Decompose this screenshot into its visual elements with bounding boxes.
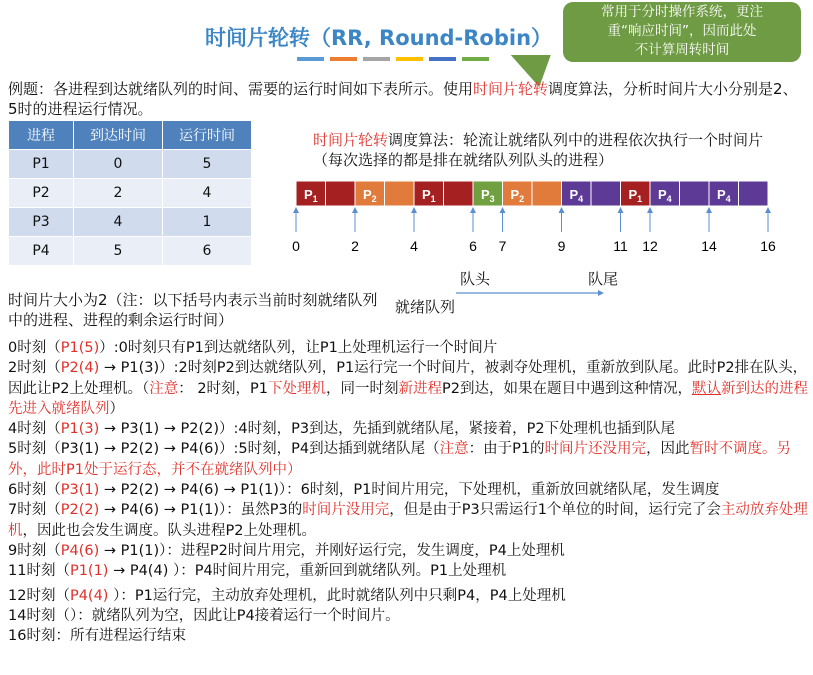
table-cell: 4 — [74, 208, 163, 237]
ready-queue-label: 就绪队列 — [395, 298, 456, 316]
callout-line: 不计算周转时间 — [634, 42, 730, 58]
segment-label: $P_1$ — [304, 187, 318, 204]
text: ）：P1运行完，主动放弃处理机，此时就绪队列中只剩P4，P4上处理机 — [108, 587, 566, 604]
table-cell: P2 — [9, 179, 74, 208]
highlight-text: ，并不在就绪队列中） — [156, 461, 302, 478]
highlight-text: P2(4) — [60, 360, 100, 377]
text: 6时刻（ — [8, 482, 61, 499]
text: P2到达，如果在题目中遇到这种情况， — [442, 380, 692, 397]
callout-line: 常用于分时操作系统，更注 — [601, 4, 763, 20]
table-cell: 6 — [163, 237, 252, 266]
timeline-explanation — [8, 338, 808, 646]
text: 5时刻（P3(1) → P2(2) → P4(6)）:5时刻，P4到达插到就绪队尾（ — [8, 441, 440, 458]
table-cell: 5 — [163, 150, 252, 179]
tick-label: 7 — [498, 238, 507, 254]
segment-label: $P_1$ — [628, 187, 643, 204]
text: ，同一时刻 — [326, 380, 399, 397]
table-cell: 2 — [74, 179, 163, 208]
timeline-line — [8, 586, 808, 606]
text: → P2(2) → P4(6) → P1(1)）：6时刻，P1时间片用完，下处理机，重新放回就绪队尾，发生调度 — [99, 482, 720, 499]
tick-arrowhead — [559, 207, 565, 213]
timeline-line — [8, 358, 808, 419]
highlight-text: P3(1) — [60, 482, 100, 499]
tick-arrowhead — [411, 207, 417, 213]
text: ） — [109, 400, 124, 417]
timeline-line — [8, 626, 808, 646]
tick-arrowhead — [647, 207, 653, 213]
tick-label: 9 — [557, 238, 566, 254]
callout-line: 重“响应时间”，因而此处 — [607, 23, 757, 39]
highlight-text: P1(1) — [69, 563, 109, 580]
table-cell: 4 — [163, 179, 252, 208]
tick-label: 12 — [642, 238, 658, 254]
tick-label: 4 — [410, 238, 418, 254]
timeline-line — [8, 419, 808, 439]
tick-arrowhead — [293, 207, 299, 213]
text: ，但是由于P3只需运行1个单位的时间，运行完了会 — [389, 502, 721, 519]
tick-label: 2 — [351, 238, 359, 254]
time-slice-note: 时间片大小为2（注：以下括号内表示当前时刻就绪队列中的进程、进程的剩余运行时间） — [8, 291, 378, 329]
text: 2时刻（ — [8, 360, 61, 377]
gantt-segment — [444, 181, 474, 206]
highlight-text: P2(2) — [60, 502, 100, 519]
gantt-segment — [739, 181, 769, 206]
timeline-line — [8, 439, 808, 480]
gantt-segment — [532, 181, 562, 206]
col-header: 运行时间 — [163, 121, 252, 150]
timeline-line — [8, 480, 808, 500]
table-cell: P1 — [9, 150, 74, 179]
tick-arrowhead — [470, 207, 476, 213]
highlight-text: P1处于运行态 — [66, 461, 157, 478]
queue-tail-label: 队尾 — [588, 270, 619, 288]
col-header: 进程 — [9, 121, 74, 150]
col-header: 到达时间 — [74, 121, 163, 150]
gantt-segment — [326, 181, 356, 206]
highlight-text: 下处理机 — [268, 380, 327, 397]
text: 9时刻（ — [8, 542, 61, 559]
text: ）:0时刻只有P1到达就绪队列，让P1上处理机运行一个时间片 — [99, 340, 498, 356]
highlight-text: 默认 — [692, 380, 721, 397]
text: 4时刻（ — [8, 421, 61, 438]
text: ，因此也会发生调度。队头进程P2上处理机。 — [22, 522, 316, 539]
page-title: 时间片轮转（RR, Round-Robin） — [205, 26, 553, 50]
tick-arrowhead — [765, 207, 771, 213]
tick-label: 11 — [613, 238, 628, 254]
text: → P4(6) → P1(1)）：虽然P3的 — [99, 502, 303, 519]
text: 16时刻：所有进程运行结束 — [8, 628, 186, 645]
tick-arrowhead — [706, 207, 712, 213]
segment-label: $P_4$ — [569, 187, 584, 204]
queue-head-label: 队头 — [460, 270, 491, 288]
highlight-text: P1(5) — [60, 340, 100, 356]
highlight-text: 时间片还没用完 — [544, 441, 647, 458]
intro-text: 调度算法，分析时间片大小分别是2、5时的进程运行情况。 — [8, 80, 798, 118]
text: ，因此 — [646, 441, 690, 458]
highlight-text: P1(3) — [60, 421, 100, 438]
tick-label: 16 — [760, 238, 776, 254]
table-cell: 5 — [74, 237, 163, 266]
text: 12时刻（ — [8, 587, 70, 604]
text: → P3(1) → P2(2)）:4时刻，P3到达，先插到就绪队尾，紧接着，P2下处理机也插到队尾 — [99, 421, 676, 438]
text: → P1(1)）：进程P2时间片用完，并刚好运行完，发生调度，P4上处理机 — [99, 542, 565, 559]
highlight-text: 注意 — [439, 441, 469, 458]
text: 14时刻（）：就绪队列为空，因此让P4接着运行一个时间片。 — [8, 607, 400, 624]
gantt-segment — [385, 181, 415, 206]
text: ： 2时刻，P1 — [178, 380, 269, 397]
tick-label: 6 — [469, 238, 477, 254]
segment-label: $P_3$ — [481, 187, 495, 204]
rr-text: 调度算法：轮流让就绪队列中的进程依次执行一个时间片（每次选择的都是排在就绪队列队头的进程） — [313, 131, 764, 169]
text: 7时刻（ — [8, 502, 61, 519]
tick-arrowhead — [352, 207, 358, 213]
text: ：由于P1的 — [468, 441, 545, 458]
table-cell: 1 — [163, 208, 252, 237]
timeline-line — [8, 561, 808, 581]
timeline-line — [8, 500, 808, 541]
text: 0时刻（ — [8, 340, 61, 356]
segment-label: $P_4$ — [717, 187, 731, 204]
highlight-text: 注意 — [149, 380, 179, 397]
tick-arrowhead — [500, 207, 506, 213]
highlight-text: P4(4) — [69, 587, 109, 604]
intro-text: 例题：各进程到达就绪队列的时间、需要的运行时间如下表所示。使用 — [8, 80, 474, 98]
queue-arrow-icon — [456, 290, 606, 296]
table-cell: P3 — [9, 208, 74, 237]
text: → P1(3)）:2时刻P2到达就绪队列，P1运行完一个时间片，被剥夺处理机，重新放到队尾。此时P2排在队头，因此让P2上处理机。（ — [8, 360, 808, 397]
highlight-text: 新到达的进程先进入就绪队列 — [8, 380, 808, 417]
segment-label: $P_1$ — [422, 187, 436, 204]
tick-arrowhead — [618, 207, 624, 213]
highlight-text: 主动放弃处理机 — [8, 502, 808, 539]
text: → P4(4) ）：P4时间片用完，重新回到就绪队列。P1上处理机 — [108, 563, 507, 580]
table-cell: 0 — [74, 150, 163, 179]
highlight-text: 新进程 — [398, 380, 443, 397]
segment-label: $P_2$ — [363, 187, 377, 204]
highlight-text: 时间片没用完 — [302, 502, 390, 519]
timeline-line — [8, 541, 808, 561]
tick-label: 14 — [701, 238, 717, 254]
timeline-line — [8, 338, 808, 358]
gantt-segment — [591, 181, 621, 206]
intro-highlight: 时间片轮转 — [473, 80, 549, 98]
segment-label: $P_4$ — [658, 187, 672, 204]
highlight-text: 暂时不调度。另外，此时 — [8, 441, 792, 478]
segment-label: $P_2$ — [510, 187, 525, 204]
tick-label: 0 — [292, 238, 300, 254]
highlight-text: P4(6) — [60, 542, 100, 559]
text: 11时刻（ — [8, 563, 70, 580]
gantt-chart — [0, 0, 813, 260]
timeline-line — [8, 606, 808, 626]
rr-highlight: 时间片轮转 — [313, 131, 389, 149]
table-cell: P4 — [9, 237, 74, 266]
gantt-segment — [680, 181, 710, 206]
